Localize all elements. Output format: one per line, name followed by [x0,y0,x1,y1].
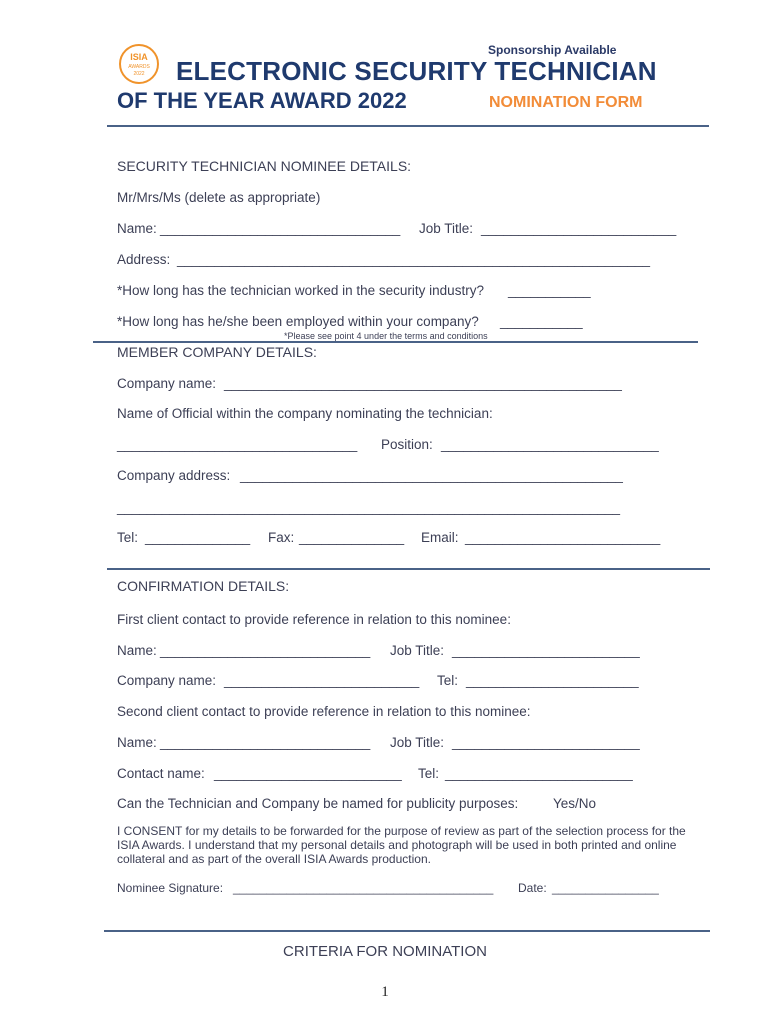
second-contact-job-title-field[interactable]: _________________________ [452,735,640,750]
official-name-field[interactable]: ________________________________ [117,437,358,452]
tel-label: Tel: [117,530,139,545]
date-field[interactable]: ________________ [552,881,659,895]
employed-years-field[interactable]: ___________ [500,314,583,329]
contact-name-field[interactable]: _________________________ [214,766,402,781]
member-company-name-label: Company name: [117,376,217,391]
confirmation-divider [104,930,710,932]
first-contact-intro: First client contact to provide reference in relation to this nominee: [117,612,511,627]
email-field[interactable]: __________________________ [465,530,661,545]
logo-text-bottom: 2022 [133,71,145,77]
nominee-address-label: Address: [117,252,171,267]
first-contact-tel-field[interactable]: _______________________ [466,673,639,688]
logo-text-top: ISIA [130,52,148,62]
contact-name-label: Contact name: [117,766,205,781]
industry-years-field[interactable]: ___________ [508,283,591,298]
company-address-field-1[interactable]: ___________________________________________________ [240,468,623,483]
nomination-form-label: NOMINATION FORM [489,94,643,111]
terms-footnote: *Please see point 4 under the terms and conditions [284,331,488,341]
second-contact-tel-field[interactable]: _________________________ [445,766,633,781]
nominee-section-heading: SECURITY TECHNICIAN NOMINEE DETAILS: [117,158,412,174]
header-divider [107,125,709,127]
second-contact-job-title-label: Job Title: [390,735,445,750]
page-number: 1 [381,984,389,1000]
signature-field[interactable]: _______________________________________ [233,881,494,895]
publicity-yes-no[interactable]: Yes/No [553,796,597,811]
first-contact-name-field[interactable]: ____________________________ [160,643,371,658]
employed-question: *How long has he/she been employed within your company? [117,314,479,329]
nominee-name-field[interactable]: ________________________________ [160,221,401,236]
signature-label: Nominee Signature: [117,881,224,895]
member-divider [107,568,710,570]
email-label: Email: [421,530,459,545]
criteria-heading: CRITERIA FOR NOMINATION [283,943,487,960]
second-contact-intro: Second client contact to provide reference in relation to this nominee: [117,704,531,719]
second-contact-tel-label: Tel: [418,766,440,781]
first-contact-job-title-field[interactable]: _________________________ [452,643,640,658]
member-section-heading: MEMBER COMPANY DETAILS: [117,344,317,360]
member-company-name-field[interactable]: _____________________________________________________ [224,376,622,391]
nominee-address-field[interactable]: _______________________________________________________________ [177,252,651,267]
tel-field[interactable]: ______________ [145,530,251,545]
fax-label: Fax: [268,530,295,545]
nominee-job-title-field[interactable]: __________________________ [481,221,677,236]
first-contact-name-label: Name: [117,643,157,658]
company-address-field-2[interactable]: ___________________________________________________________________ [117,500,621,515]
nominee-name-label: Name: [117,221,157,236]
first-contact-tel-label: Tel: [437,673,459,688]
logo-text-mid: AWARDS [128,64,150,70]
first-contact-company-field[interactable]: __________________________ [224,673,420,688]
isia-awards-logo [119,44,159,84]
fax-field[interactable]: ______________ [299,530,405,545]
page-title-line2: OF THE YEAR AWARD 2022 [117,88,407,113]
position-label: Position: [381,437,433,452]
second-contact-name-field[interactable]: ____________________________ [160,735,371,750]
logo-graphic [121,46,157,82]
nominee-divider [93,341,698,343]
official-label: Name of Official within the company nominating the technician: [117,406,493,421]
position-field[interactable]: _____________________________ [441,437,659,452]
confirmation-section-heading: CONFIRMATION DETAILS: [117,578,290,594]
date-label: Date: [518,881,547,895]
salutation-line: Mr/Mrs/Ms (delete as appropriate) [117,190,321,205]
consent-statement: I CONSENT for my details to be forwarded for the purpose of review as part of the selection process for the ISIA Awards. I understand that my personal details and photograph will be used in both printed and online collateral and as part of the overall ISIA Awards production. [117,824,686,866]
industry-question: *How long has the technician worked in the security industry? [117,283,484,298]
first-contact-job-title-label: Job Title: [390,643,445,658]
publicity-question: Can the Technician and Company be named for publicity purposes: [117,796,519,811]
sponsorship-note: Sponsorship Available [488,43,617,57]
first-contact-company-label: Company name: [117,673,217,688]
company-address-label: Company address: [117,468,231,483]
second-contact-name-label: Name: [117,735,157,750]
nominee-job-title-label: Job Title: [419,221,474,236]
page-title-line1: ELECTRONIC SECURITY TECHNICIAN [176,56,657,86]
